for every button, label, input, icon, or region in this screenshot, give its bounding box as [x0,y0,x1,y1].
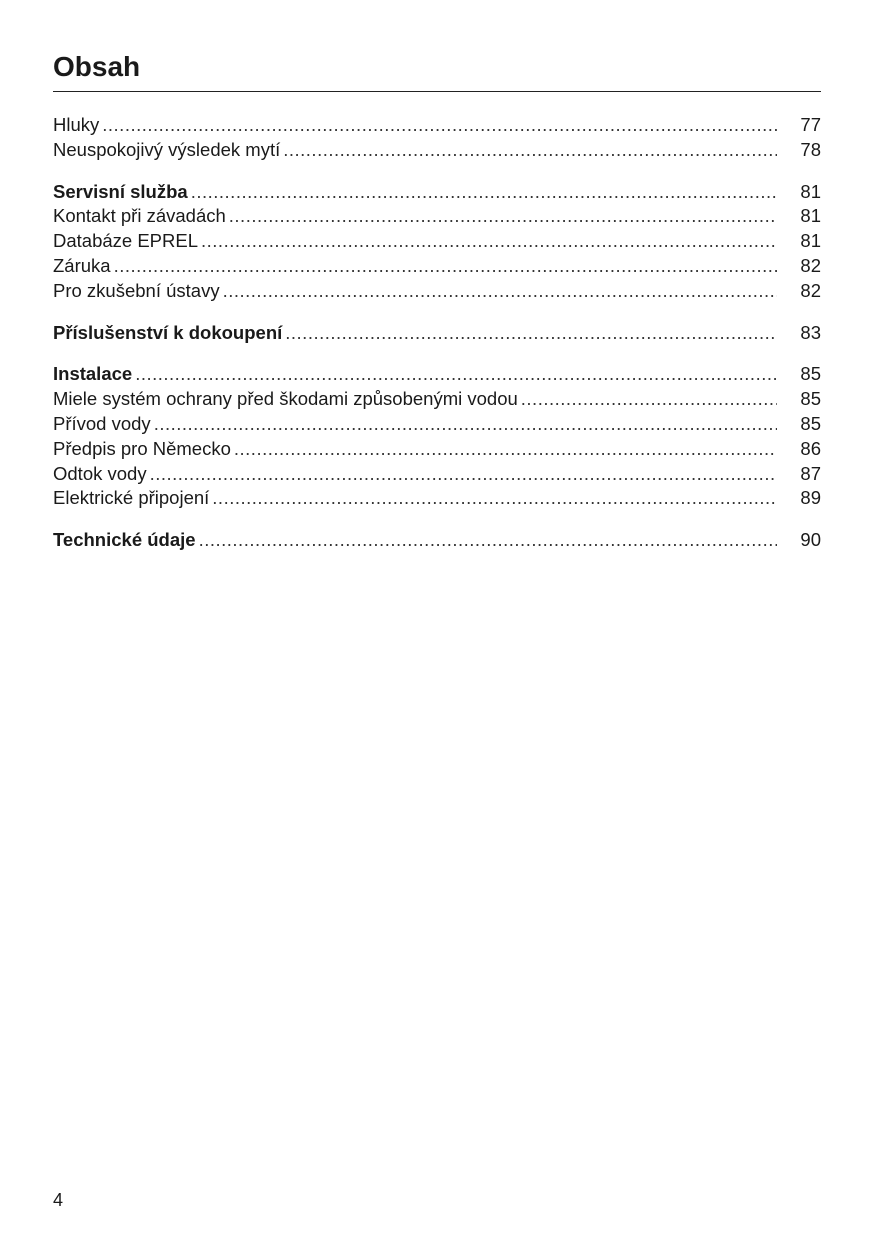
toc-dot-leader [135,362,777,387]
toc-entry-instalace[interactable] [53,362,821,387]
toc-entry-label: Pro zkušební ústavy [53,279,220,301]
title-divider [53,91,821,92]
toc-entry-label: Přívod vody [53,412,151,434]
toc-dot-leader [191,180,777,205]
toc-entry-servisni-sluzba[interactable] [53,180,821,205]
toc-entry-page: 90 [800,529,821,551]
toc-entry-page: 81 [800,205,821,227]
toc-entry-label: Databáze EPREL [53,230,199,252]
toc-entry-page: 87 [800,462,821,484]
toc-dot-leader [229,204,777,229]
toc-entry-label: Hluky [53,114,100,135]
toc-entry-page: 78 [800,138,821,160]
toc-entry-label: Kontakt při závadách [53,205,226,227]
toc-dot-leader [283,138,777,163]
toc-dot-leader [285,321,777,346]
toc-entry-page: 77 [800,114,821,135]
toc-dot-leader [114,254,777,279]
page-number: 4 [53,1190,64,1210]
toc-dot-leader [150,462,777,487]
toc-entry-label: Záruka [53,254,111,276]
toc-entry-label: Předpis pro Německo [53,437,231,459]
toc-entry-zkusebni-ustavy[interactable] [53,279,821,304]
toc-entry-technicke-udaje[interactable] [53,528,821,553]
toc-dot-leader [212,486,777,511]
toc-dot-leader [521,387,777,412]
toc-entry-zaruka[interactable] [53,254,821,279]
toc-entry-ochrana-vodou[interactable] [53,387,821,412]
toc-entry-predpis-nemecko[interactable] [53,437,821,462]
toc-group [53,113,821,163]
toc-section-label: Technické údaje [53,529,196,551]
toc-entry-page: 83 [800,321,821,343]
toc-entry-page: 82 [800,279,821,301]
toc-entry-label: Odtok vody [53,462,147,484]
toc-entry-page: 82 [800,254,821,276]
toc-entry-elektricke-pripojeni[interactable] [53,486,821,511]
toc-entry-privod-vody[interactable] [53,412,821,437]
toc-group [53,528,821,553]
toc-entry-hluky[interactable] [53,113,821,138]
toc-section-label: Instalace [53,363,133,385]
toc-dot-leader [154,412,777,437]
toc-section-label: Příslušenství k dokoupení [53,321,283,343]
toc-section-label: Servisní služba [53,180,188,202]
toc-group [53,362,821,511]
toc-dot-leader [223,279,777,304]
toc-dot-leader [201,229,777,254]
toc-dot-leader [199,528,777,553]
toc-entry-label: Elektrické připojení [53,487,210,509]
toc-entry-page: 85 [800,363,821,385]
toc-dot-leader [102,113,777,138]
toc-entry-prislusenstvi[interactable] [53,321,821,346]
toc-entry-page: 85 [800,388,821,410]
toc-entry-label: Miele systém ochrany před škodami způsobenými vodou [53,388,518,410]
toc-entry-kontakt[interactable] [53,204,821,229]
toc-entry-page: 86 [800,437,821,459]
table-of-contents [53,113,821,570]
toc-entry-neuspokojivy-vysledek[interactable] [53,138,821,163]
toc-entry-eprel[interactable] [53,229,821,254]
toc-dot-leader [234,437,777,462]
toc-entry-odtok-vody[interactable] [53,462,821,487]
toc-entry-page: 81 [800,230,821,252]
toc-group [53,321,821,346]
toc-entry-page: 85 [800,412,821,434]
toc-entry-page: 81 [800,180,821,202]
toc-entry-label: Neuspokojivý výsledek mytí [53,138,281,160]
toc-entry-page: 89 [800,487,821,509]
page-title: Obsah [53,51,141,82]
toc-group [53,180,821,304]
